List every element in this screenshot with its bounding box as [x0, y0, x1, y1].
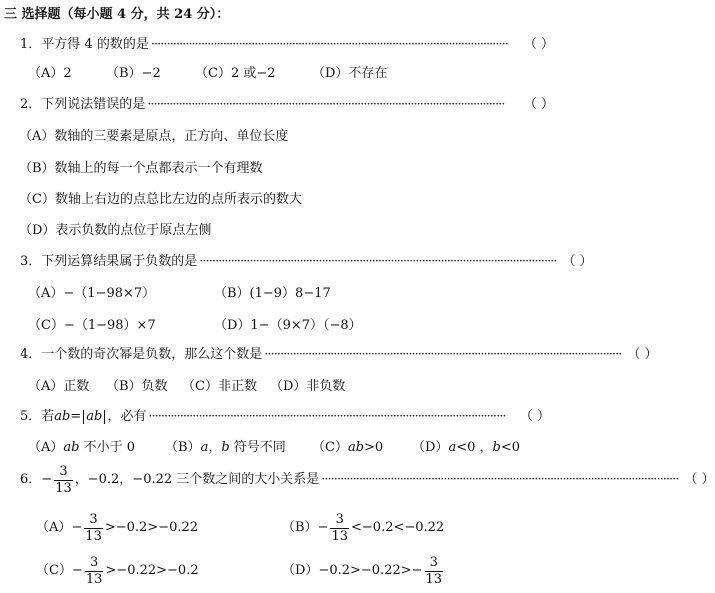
- option-a: [36, 511, 198, 545]
- option-c: （C）2 或−2: [195, 66, 276, 81]
- dot-leader: ··················································································································: [148, 409, 506, 424]
- fraction-denominator: 13: [85, 571, 103, 587]
- question-number: 5．: [20, 409, 42, 424]
- option-label: （A）: [28, 440, 64, 455]
- option-b: [165, 440, 286, 456]
- question-6: [20, 463, 715, 497]
- question-stem: 下列说法错误的是: [41, 97, 146, 112]
- answer-paren: （ ）: [523, 37, 554, 52]
- option-d: （D）非负数: [270, 379, 346, 394]
- option-label: （B）: [165, 440, 201, 455]
- dot-leader: ··················································································································: [264, 347, 622, 362]
- dot-leader: ··················································································································: [321, 472, 679, 487]
- option-var: b: [221, 440, 230, 455]
- option-text: >−0.22>−0.2: [105, 563, 199, 578]
- option-var: ab: [63, 440, 80, 455]
- fraction-denominator: 13: [85, 528, 102, 544]
- fraction: [84, 513, 103, 544]
- option-d: （D）1−（9×7）（−8）: [214, 318, 362, 333]
- question-stem: ，−0.2，−0.22 三个数之间的大小关系是: [74, 472, 320, 487]
- equals-sign: =: [70, 409, 82, 424]
- question-stem: 平方得 4 的数的是: [41, 37, 149, 52]
- option-d: （D）不存在: [312, 66, 388, 81]
- option-label: （B）: [282, 520, 318, 535]
- fraction-denominator: 13: [55, 480, 72, 496]
- fraction-numerator: 3: [59, 463, 68, 479]
- question-number: 6．: [20, 472, 42, 487]
- option-a: （A）−（1−98×7）: [28, 286, 156, 301]
- fraction: [425, 556, 444, 587]
- answer-paren: （ ）: [562, 254, 593, 269]
- option-text: <0: [500, 440, 520, 455]
- fraction-numerator: 3: [335, 511, 344, 527]
- expr-ab: ab: [54, 409, 71, 424]
- option-b: （B）−2: [106, 66, 161, 81]
- option-b: （B）负数: [106, 379, 168, 394]
- minus-sign: −: [41, 472, 53, 487]
- answer-paren: （ ）: [684, 472, 715, 487]
- dot-leader: ··················································································································: [199, 254, 557, 269]
- option-c: [312, 440, 383, 456]
- dot-leader: ··················································································································: [150, 37, 508, 52]
- option-a: （A）2: [28, 66, 72, 81]
- option-text: ，: [208, 440, 222, 455]
- question-2: [20, 97, 554, 113]
- answer-paren: （ ）: [523, 97, 554, 112]
- section-title: 三 选择题（每小题 4 分，共 24 分）：: [4, 7, 230, 22]
- option-var: a: [200, 440, 209, 455]
- question-number: 2．: [20, 97, 42, 112]
- minus-sign: −: [71, 563, 83, 578]
- dot-leader: ··················································································································: [147, 97, 505, 112]
- option-label: （C）: [36, 563, 72, 578]
- question-4: [20, 347, 658, 363]
- question-3: [20, 254, 593, 270]
- minus-sign: −: [317, 520, 329, 535]
- option-c: [36, 554, 199, 588]
- option-text: >−0.2>−0.22: [104, 520, 199, 535]
- fraction-numerator: 3: [429, 554, 438, 570]
- answer-paren: （ ）: [519, 409, 550, 424]
- option-var: b: [492, 440, 501, 455]
- option-b: [282, 511, 444, 545]
- option-c: （C）数轴上右边的点总比左边的点所表示的数大: [19, 192, 302, 207]
- answer-paren: （ ）: [627, 347, 658, 362]
- option-text: <−0.2<−0.22: [351, 520, 445, 535]
- option-a: [28, 440, 135, 456]
- fraction: [330, 513, 349, 544]
- option-text: 不小于 0: [79, 440, 136, 455]
- option-a: （A）数轴的三要素是原点，正方向、单位长度: [19, 129, 289, 144]
- question-number: 3．: [20, 254, 42, 269]
- option-a: （A）正数: [28, 379, 90, 394]
- fraction-denominator: 13: [425, 571, 443, 587]
- option-b: （B）(1−9）8−17: [214, 286, 331, 301]
- option-d: （D）表示负数的点位于原点左侧: [19, 223, 212, 238]
- abs-bar-right: [104, 410, 105, 424]
- option-text: <0 ，: [456, 440, 493, 455]
- question-number: 1．: [20, 37, 42, 52]
- option-label: （C）: [312, 440, 348, 455]
- option-c: （C）非正数: [182, 379, 257, 394]
- option-var: ab: [347, 440, 365, 455]
- option-text: >0: [364, 440, 384, 455]
- option-label: （D）: [412, 440, 449, 455]
- option-text: −0.2>−0.22>−: [318, 563, 423, 578]
- question-number: 4．: [20, 347, 42, 362]
- option-text: 符号不同: [229, 440, 286, 455]
- question-1: [20, 37, 554, 53]
- fraction: [85, 556, 104, 587]
- fraction-numerator: 3: [89, 554, 99, 570]
- option-label: （D）: [282, 563, 319, 578]
- fraction-numerator: 3: [89, 511, 98, 527]
- question-5: [20, 409, 550, 425]
- option-b: （B）数轴上的每一个点都表示一个有理数: [19, 161, 263, 176]
- fraction-denominator: 13: [331, 528, 349, 544]
- question-stem-suffix: ，必有: [107, 409, 147, 424]
- abs-bar-left: [83, 410, 84, 424]
- option-c: （C）−（1−98）×7: [28, 318, 156, 333]
- minus-sign: −: [71, 520, 83, 535]
- question-stem: 下列运算结果属于负数的是: [41, 254, 198, 269]
- option-d: [282, 554, 445, 588]
- question-stem-prefix: 若: [41, 409, 55, 424]
- question-stem: 一个数的奇次幂是负数，那么这个数是: [41, 347, 263, 362]
- expr-abs-ab: ab: [86, 409, 103, 424]
- option-d: [412, 440, 520, 456]
- option-label: （A）: [36, 520, 72, 535]
- fraction: [54, 465, 73, 496]
- option-var: a: [448, 440, 457, 455]
